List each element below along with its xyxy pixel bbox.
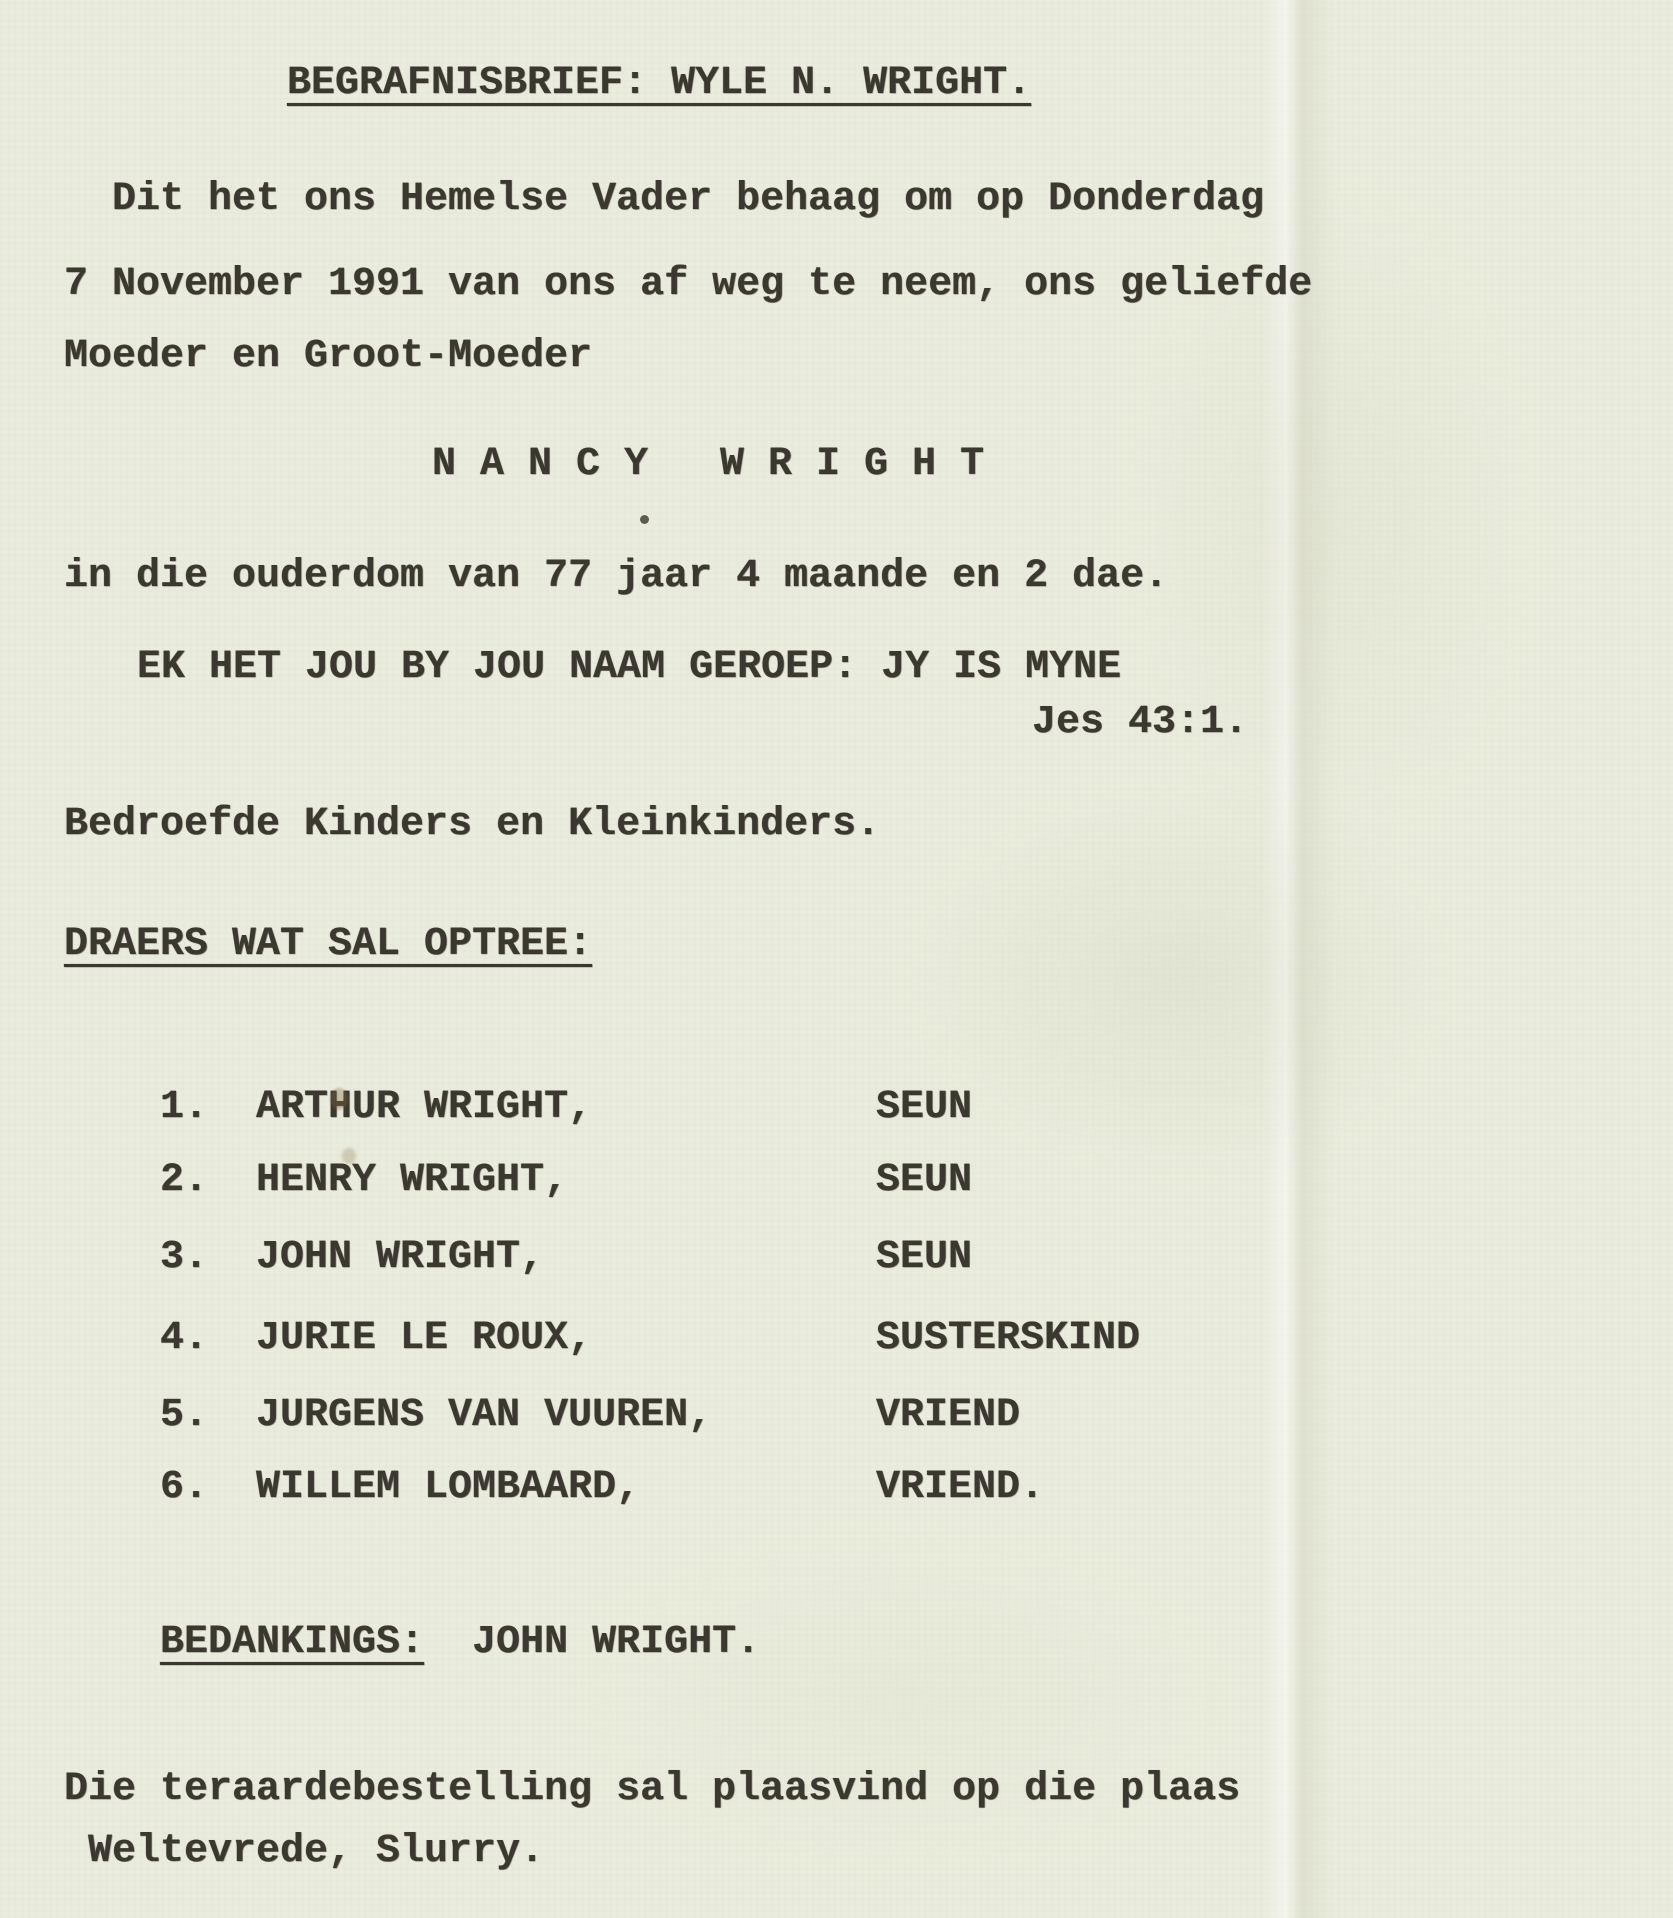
- bearer-number: 6.: [160, 1465, 209, 1510]
- bearer-name: JURIE LE ROUX,: [256, 1316, 593, 1361]
- bearer-relation: SEUN: [876, 1085, 973, 1130]
- bearers-heading: DRAERS WAT SAL OPTREE:: [64, 922, 593, 967]
- bearer-row: [64, 1416, 1044, 1560]
- thanks-value: JOHN WRIGHT.: [472, 1620, 761, 1665]
- bearer-relation: VRIEND.: [876, 1465, 1045, 1510]
- intro-line-2: 7 November 1991 van ons af weg te neem, ons geliefde: [64, 262, 1313, 307]
- thanks-label: BEDANKINGS:: [160, 1620, 425, 1665]
- bearer-name: JOHN WRIGHT,: [256, 1235, 545, 1280]
- bearer-number: 2.: [160, 1158, 209, 1203]
- scripture-reference: Jes 43:1.: [1032, 700, 1249, 745]
- document-title: BEGRAFNISBRIEF: WYLE N. WRIGHT.: [287, 61, 1032, 106]
- bearer-relation: SUSTERSKIND: [876, 1316, 1141, 1361]
- paper-speck: [330, 1088, 348, 1110]
- bearer-number: 4.: [160, 1316, 209, 1361]
- bearer-name: ARTHUR WRIGHT,: [256, 1085, 593, 1130]
- burial-line-1: Die teraardebestelling sal plaasvind op die plaas: [64, 1767, 1241, 1812]
- bearer-number: 5.: [160, 1393, 209, 1438]
- deceased-name: N A N C Y W R I G H T: [432, 442, 985, 487]
- paper-speck: [342, 1148, 356, 1164]
- burial-line-2: Weltevrede, Slurry.: [88, 1829, 545, 1874]
- bearer-relation: VRIEND: [876, 1393, 1021, 1438]
- thanks-line: [64, 1571, 760, 1715]
- bearer-number: 3.: [160, 1235, 209, 1280]
- bearer-number: 1.: [160, 1085, 209, 1130]
- bearer-relation: SEUN: [876, 1158, 973, 1203]
- bearer-name: HENRY WRIGHT,: [256, 1158, 569, 1203]
- intro-line-1: Dit het ons Hemelse Vader behaag om op Donderdag: [112, 177, 1265, 222]
- age-line: in die ouderdom van 77 jaar 4 maande en 2 dae.: [64, 554, 1169, 599]
- mourners-line: Bedroefde Kinders en Kleinkinders.: [64, 802, 881, 847]
- bearer-relation: SEUN: [876, 1235, 973, 1280]
- bearer-name: WILLEM LOMBAARD,: [256, 1465, 641, 1510]
- bearer-name: JURGENS VAN VUUREN,: [256, 1393, 713, 1438]
- intro-line-3: Moeder en Groot-Moeder: [64, 334, 593, 379]
- paper-speck: [640, 515, 649, 524]
- scripture-quote: EK HET JOU BY JOU NAAM GEROEP: JY IS MYNE: [137, 645, 1122, 690]
